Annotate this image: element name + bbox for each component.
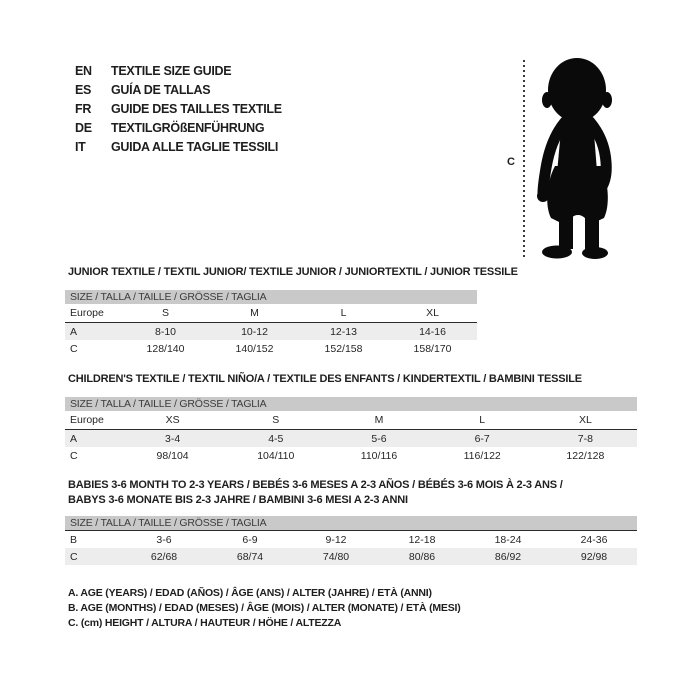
value-cell: 62/68 [150, 550, 178, 563]
value-cell: 104/110 [257, 449, 295, 462]
size-cell: L [340, 307, 347, 319]
value-cell: 80/86 [408, 550, 436, 563]
row-label: A [70, 432, 78, 445]
table-row-a [65, 430, 637, 447]
lang-label: GUIDA ALLE TAGLIE TESSILI [111, 139, 279, 154]
language-list [75, 61, 282, 156]
lang-label: GUIDE DES TAILLES TEXTILE [111, 101, 282, 116]
footnote-a: A. AGE (YEARS) / EDAD (AÑOS) / ÂGE (ANS) / ALTER (JAHRE) / ETÀ (ANNI) [68, 587, 432, 599]
value-cell: 4-5 [268, 432, 284, 445]
row-label: Europe [70, 414, 104, 426]
size-cell: XL [578, 414, 592, 426]
value-cell: 98/104 [156, 449, 189, 462]
table-row-a [65, 323, 477, 340]
size-header-bar: SIZE / TALLA / TAILLE / GRÖSSE / TAGLIA [65, 290, 477, 304]
value-cell: 8-10 [154, 325, 176, 338]
lang-label: GUÍA DE TALLAS [111, 82, 211, 97]
value-cell: 158/170 [413, 342, 452, 355]
lang-code: DE [75, 120, 92, 135]
babies-section-title-line2: BABYS 3-6 MONATE BIS 2-3 JAHRE / BAMBINI 3-6 MESI A 2-3 ANNI [68, 494, 408, 506]
lang-code: ES [75, 82, 92, 97]
row-label: A [70, 325, 78, 338]
value-cell: 68/74 [236, 550, 264, 563]
value-cell: 18-24 [494, 533, 522, 546]
junior-size-table [65, 290, 477, 357]
row-label: Europe [70, 307, 104, 319]
lang-code: IT [75, 139, 86, 154]
value-cell: 7-8 [577, 432, 593, 445]
lang-row-it [75, 137, 282, 156]
value-cell: 3-4 [165, 432, 181, 445]
babies-size-table [65, 516, 637, 565]
children-section-title: CHILDREN'S TEXTILE / TEXTIL NIÑO/A / TEXTILE DES ENFANTS / KINDERTEXTIL / BAMBINI TESSILE [68, 373, 582, 385]
table-row-europe [65, 304, 477, 323]
value-cell: 74/80 [322, 550, 350, 563]
lang-label: TEXTILGRÖßENFÜHRUNG [111, 120, 265, 135]
size-cell: M [374, 414, 384, 426]
lang-row-en [75, 61, 282, 80]
table-row-c [65, 447, 637, 464]
value-cell: 12-13 [330, 325, 357, 338]
babies-section-title-line1: BABIES 3-6 MONTH TO 2-3 YEARS / BEBÉS 3-6 MESES A 2-3 AÑOS / BÉBÉS 3-6 MOIS À 2-3 ANS / [68, 479, 563, 491]
lang-row-de [75, 118, 282, 137]
table-row-b [65, 531, 637, 548]
size-header-bar: SIZE / TALLA / TAILLE / GRÖSSE / TAGLIA [65, 516, 637, 531]
value-cell: 9-12 [325, 533, 347, 546]
value-cell: 92/98 [580, 550, 608, 563]
value-cell: 5-6 [371, 432, 387, 445]
value-cell: 122/128 [566, 449, 605, 462]
value-cell: 140/152 [235, 342, 274, 355]
size-cell: L [479, 414, 486, 426]
table-row-europe [65, 411, 637, 430]
footnote-b: B. AGE (MONTHS) / EDAD (MESES) / ÂGE (MOIS) / ALTER (MONATE) / ETÀ (MESI) [68, 602, 461, 614]
value-cell: 3-6 [156, 533, 172, 546]
lang-row-es [75, 80, 282, 99]
size-cell: S [161, 307, 169, 319]
footnote-c: C. (cm) HEIGHT / ALTURA / HAUTEUR / HÖHE / ALTEZZA [68, 617, 342, 629]
height-dashed-line [523, 60, 525, 258]
row-label: C [70, 342, 78, 355]
row-label: C [70, 550, 78, 563]
lang-code: FR [75, 101, 92, 116]
size-cell: XL [426, 307, 439, 319]
value-cell: 6-9 [242, 533, 258, 546]
table-row-c [65, 548, 637, 565]
table-row-c [65, 340, 477, 357]
value-cell: 10-12 [241, 325, 268, 338]
value-cell: 110/116 [360, 449, 398, 462]
height-c-label: C [507, 156, 515, 168]
value-cell: 24-36 [580, 533, 608, 546]
value-cell: 86/92 [494, 550, 522, 563]
lang-label: TEXTILE SIZE GUIDE [111, 63, 232, 78]
value-cell: 128/140 [146, 342, 185, 355]
size-cell: M [250, 307, 259, 319]
row-label: C [70, 449, 78, 462]
toddler-silhouette-icon [531, 56, 626, 261]
lang-row-fr [75, 99, 282, 118]
lang-code: EN [75, 63, 92, 78]
value-cell: 6-7 [474, 432, 490, 445]
size-header-bar: SIZE / TALLA / TAILLE / GRÖSSE / TAGLIA [65, 397, 637, 411]
footnotes [68, 587, 461, 632]
value-cell: 116/122 [463, 449, 501, 462]
children-size-table [65, 397, 637, 464]
size-cell: XS [165, 414, 180, 426]
value-cell: 14-16 [419, 325, 446, 338]
row-label: B [70, 533, 78, 546]
value-cell: 12-18 [408, 533, 436, 546]
junior-section-title: JUNIOR TEXTILE / TEXTIL JUNIOR/ TEXTILE JUNIOR / JUNIORTEXTIL / JUNIOR TESSILE [68, 266, 518, 278]
value-cell: 152/158 [324, 342, 363, 355]
size-cell: S [272, 414, 280, 426]
